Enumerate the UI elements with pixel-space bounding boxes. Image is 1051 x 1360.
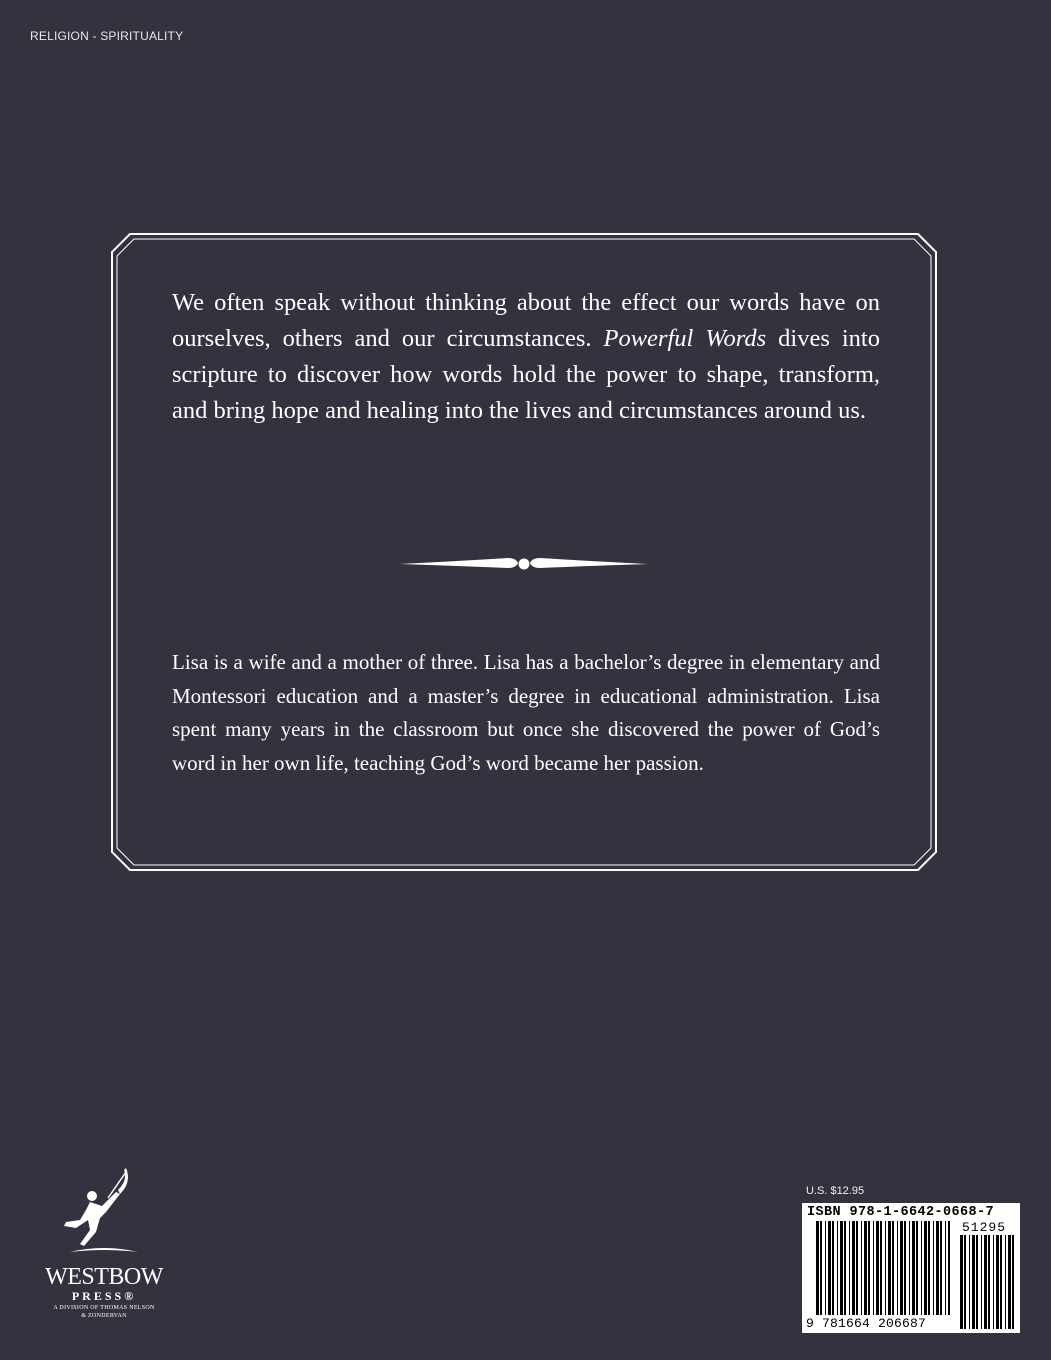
barcode-bar	[948, 1221, 950, 1315]
barcode-bar	[840, 1221, 843, 1315]
barcode-bar	[820, 1221, 822, 1315]
barcode-bar	[892, 1221, 894, 1315]
price-addon-digits: 51295	[962, 1220, 1007, 1235]
barcode-bar	[897, 1221, 898, 1315]
barcode-bar	[837, 1221, 838, 1315]
barcode-bar	[849, 1221, 850, 1315]
barcode-bar	[880, 1221, 882, 1315]
price-label: U.S. $12.95	[806, 1185, 865, 1197]
barcode-bar	[972, 1235, 975, 1329]
barcode-bar	[1005, 1235, 1006, 1329]
barcode-bar	[888, 1221, 891, 1315]
barcode-bar	[873, 1221, 874, 1315]
barcode-bar	[885, 1221, 886, 1315]
barcode-bar	[904, 1221, 906, 1315]
barcode-bar	[909, 1221, 910, 1315]
barcode-bar	[844, 1221, 846, 1315]
barcode-bar	[1000, 1235, 1002, 1329]
barcode-bar	[924, 1221, 927, 1315]
author-bio: Lisa is a wife and a mother of three. Lisa has a bachelor’s degree in elementary and Montessori education and a master’s degree in educational administration. Lisa spent many years in the classroom but once she discovered the power of God’s word in her own life, teaching God’s word became her passion.	[172, 650, 880, 775]
ean-digits: 9 781664 206687	[806, 1316, 927, 1331]
publisher-division-line-1: A DIVISION OF THOMAS NELSON	[53, 1305, 155, 1311]
barcode-bar	[1008, 1235, 1011, 1329]
barcode-bar	[912, 1221, 915, 1315]
publisher-name: WESTBOW	[45, 1264, 163, 1290]
barcode-bar	[928, 1221, 930, 1315]
barcode-bar	[960, 1235, 963, 1329]
publisher-logo	[24, 1162, 184, 1322]
archer-figure-icon	[24, 1162, 184, 1266]
barcode-bar	[945, 1221, 946, 1315]
barcode-bar	[832, 1221, 834, 1315]
barcode-bar	[861, 1221, 862, 1315]
barcode-bar	[969, 1235, 970, 1329]
publisher-division-line-2: & ZONDERVAN	[81, 1313, 127, 1319]
barcode-bar	[825, 1221, 826, 1315]
barcode-bar	[1012, 1235, 1014, 1329]
barcode-bar	[940, 1221, 942, 1315]
barcode-bar	[964, 1235, 966, 1329]
barcode-bar	[916, 1221, 918, 1315]
barcode-bar	[921, 1221, 922, 1315]
barcode-bar	[900, 1221, 903, 1315]
barcode-bar	[876, 1221, 879, 1315]
barcode-bar	[852, 1221, 855, 1315]
barcode-bar	[981, 1235, 982, 1329]
barcode-bar	[864, 1221, 867, 1315]
barcode-bar	[933, 1221, 934, 1315]
publisher-press: PRESS®	[71, 1289, 137, 1303]
barcode-bar	[976, 1235, 978, 1329]
barcode-bar	[868, 1221, 870, 1315]
barcode-bar	[993, 1235, 994, 1329]
book-title-italic: Powerful Words	[603, 325, 767, 352]
description-part-2: dives into scripture to discover how words hold the power to shape, transform, and bring hope and healing into the lives and circumstances around us.	[172, 325, 880, 424]
barcode-bar	[828, 1221, 831, 1315]
barcode-bar	[984, 1235, 987, 1329]
book-description	[172, 285, 880, 429]
barcode-bar	[988, 1235, 990, 1329]
isbn-barcode	[802, 1203, 1020, 1333]
isbn-text: ISBN 978-1-6642-0668-7	[807, 1205, 995, 1220]
category-label: RELIGION - SPIRITUALITY	[30, 29, 184, 43]
barcode-bar	[856, 1221, 858, 1315]
ornament-divider	[400, 558, 648, 570]
barcode-bar	[996, 1235, 999, 1329]
barcode-bar	[936, 1221, 939, 1315]
description-part-1: We often speak without thinking about the effect our words have on ourselves, others and our circumstances.	[172, 289, 880, 352]
barcode-bar	[816, 1221, 819, 1315]
